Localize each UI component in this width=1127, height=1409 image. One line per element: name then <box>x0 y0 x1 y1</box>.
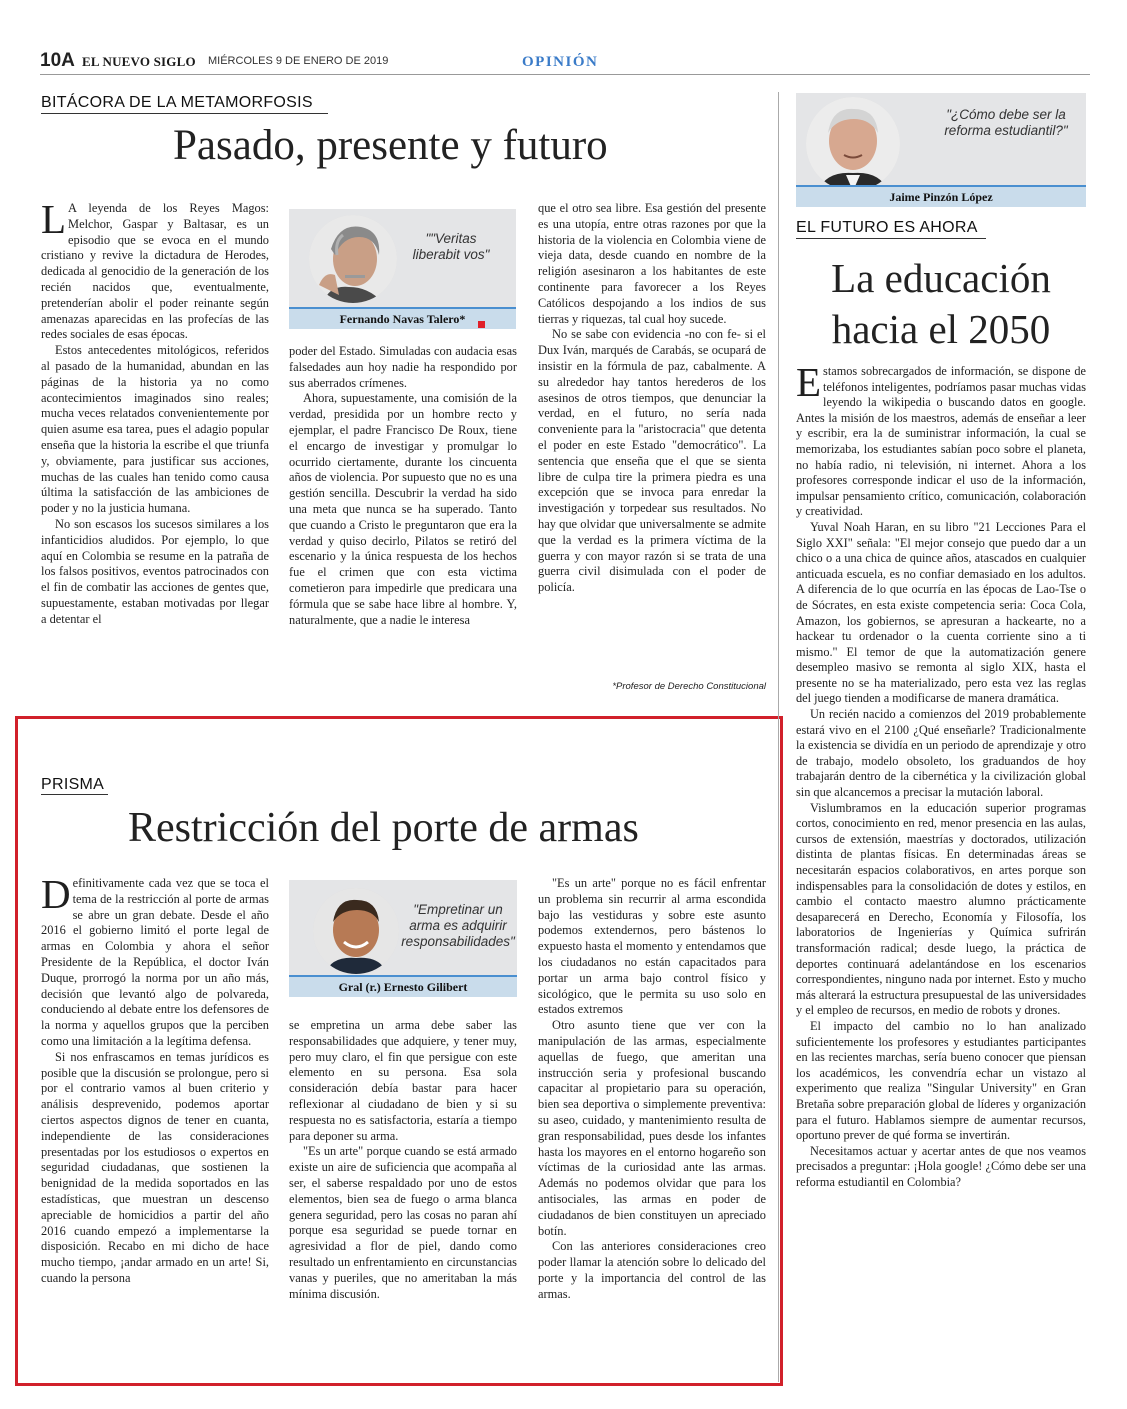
newspaper-name: EL NUEVO SIGLO <box>82 54 196 69</box>
article1-paragraph: Estos antecedentes mitológicos, referidos al pasado de la humanidad, abundan en las páginas de la historia ya no como acontecimientos imaginados sino reales; mucha veces relatados convenientemente por quien asume esa tarea, pues el adagio popular enseña que la historia la escribe el que triunfa y, obviamente, para justificar sus acciones, muchas de las cuales han tenido como causa última la satisfacción de las ambiciones de poder y no la justicia humana. <box>41 343 269 516</box>
article3-headline-line2: hacia el 2050 <box>831 306 1051 352</box>
author-portrait-pinzon <box>806 97 900 191</box>
article1-paragraph: que el otro sea libre. Esa gestión del presente es una utopía, entre otras razones por que la historia de la violencia en Colombia viene de vieja data, desde cuando en nombre de la religión asesinaron a los habitantes de este continente para favorecer a los Reyes Católicos despojando a los indios de sus tierras y riquezas, tal cual hoy sucede. <box>538 201 766 326</box>
article1-headline: Pasado, presente y futuro <box>173 122 608 169</box>
article3-dropcap: E <box>796 359 822 405</box>
article2-column-3 <box>538 876 766 1356</box>
red-marker <box>478 321 485 328</box>
article1-paragraph: poder del Estado. Simuladas con audacia esas falsedades aun hoy nadie ha respondido por sus aberrados crímenes. <box>289 344 517 390</box>
article1-column-2 <box>289 344 517 694</box>
article3-paragraph: Un recién nacido a comienzos del 2019 probablemente estará vivo en el 2100 ¿Qué enseñarle? Tradicionalmente la existencia se dividía en un periodo de aprendizaje y otro de trabajo, modelo obsoleto, los graduandos de hoy trabajarán dentro de la cibernética y la civilización global sin que alcancemos a precisar la mutación laboral. <box>796 707 1086 800</box>
article3-headline-line1: La educación <box>831 255 1051 301</box>
page-number: 10A <box>40 50 75 71</box>
issue-date: MIÉRCOLES 9 DE ENERO DE 2019 <box>208 55 389 67</box>
article1-footnote: *Profesor de Derecho Constitucional <box>612 681 766 692</box>
article2-dropcap: D <box>41 871 71 917</box>
article2-paragraph: Si nos enfrascamos en temas jurídicos es posible que la discusión se prolongue, pero si por el contrario vamos al buen criterio y análisis desprevenido, podemos aportar ciertos aspectos dignos de tener en cuanta, independiente de las consideraciones presentadas por los estudiosos o expertos en seguridad ciudadanas, que sostienen la benignidad de la medida soportados en las estadísticas, que muestran un descenso apreciable de homicidios a partir del año 2016 cuando empezó a implementarse la disposición. Recabo en mi dicho de hace mucho tiempo, ¡andar armado en un arte! Si, cuando la persona <box>41 1049 269 1285</box>
article1-paragraph: Ahora, supuestamente, una comisión de la verdad, presidida por un hombre recto y ejemplar, el padre Francisco De Roux, tiene el encargo de investigar y promulgar lo ocurrido ciertamente, durante los cincuenta años de violencia. Por supuesto que no es una gestión sencilla. Descubrir la verdad ha sido una meta que nunca se ha superado. Tanto que cuando a Cristo le preguntaron que era la verdad y quiso decirlo, Pilatos se retiró del escenario y la única respuesta de los hechos fue el crimen que con esta victima cometieron para impedirle que predicara una fórmula que se sabe hace libre al hombre. Y, naturalmente, que a nadie le interesa <box>289 391 517 627</box>
article1-pull-quote: ""Veritas liberabit vos" <box>412 231 490 262</box>
article2-kicker: PRISMA <box>41 776 105 793</box>
article1-paragraph: No se sabe con evidencia -no con fe- si el Dux Iván, marqués de Carabás, se ocupará de insistir en la fórmula de paz, cabalmente. A su alrededor hay tantos herederos de los asesinos de otros tiempos, que denunciar la verdad, en el futuro, no sería nada conveniente para la "aristocracia" que detenta el poder en este Estado "democrático". La sentencia que enseña que el que se sienta libre de culpa tire la primera piedra es una excepción que se invoca para enredar la investigación y torpedear sus resultados. No hay que olvidar que universalmente se admite que la verdad es la primera víctima de la guerra y con mayor razón si se trata de una guerra civil disimulada con el poder de policía. <box>538 327 766 595</box>
article2-paragraph: se empretina un arma debe saber las responsabilidades que adquiere, y tener muy, pero muy claro, el fin que persigue con este elemento en su persona. Esa sola consideración debía bastar para hacer reflexionar al ciudadano de bien y si su respuesta no es satisfactoria, estaría a tiempo para deponer su arma. <box>289 1018 517 1143</box>
article3-pull-quote: "¿Cómo debe ser la reforma estudiantil?" <box>944 107 1068 138</box>
article2-pull-quote: "Empretinar un arma es adquirir responsabilidades" <box>401 902 515 949</box>
column-divider <box>778 92 779 1382</box>
article3-paragraph: Necesitamos actuar y acertar antes de que nos veamos precisados a preguntar: ¡Hola google! ¿Cómo debe ser una reforma estudiantil en Colombia? <box>796 1143 1086 1189</box>
header-rule <box>40 74 1090 75</box>
article1-paragraph: No son escasos los sucesos similares a los infanticidios aludidos. Por ejemplo, lo que aquí en Colombia se resume en la patraña de los falsos positivos, eventos patrocinados con el fin de combatir las acciones de gentes que, supuestamente, estaban motivadas por llegar a detentar el <box>41 516 269 626</box>
article1-kicker-rule <box>41 113 328 114</box>
article2-paragraph: "Es un arte" porque cuando se está armado existe un aire de suficiencia que acompaña al ser, el saberse respaldado por uno de estos elementos, bien sea de fuego o arma blanca genera seguridad, pero las cosas no paran ahí porque esa seguridad se puede tornar en agresividad a flor de piel, dando como resultado un enfrentamiento en circunstancias vanas y pueriles, que no ameritaban la más mínima discusión. <box>289 1144 517 1301</box>
article1-author-name: Fernando Navas Talero* <box>339 312 466 326</box>
article3-paragraph: Yuval Noah Haran, en su libro "21 Lecciones Para el Siglo XXI" señala: "El mejor consejo que puedo dar a un chico o a una chica de quince años, atascados en cualquier anticuada escuela, es no confiar demasiado en los adultos. A diferencia de lo que ocurría en las épocas de Lao-Tse o de Sócrates, en esta existe competencia seria: Coca Cola, Amazon, los gobiernos, se apresuran a hackearte, no a hackear tu ordenador o la cuenta corriente sino a ti mismo." El temor de que la automatización genere desempleo masivo se remonta al siglo XIX, hasta el presente no se ha materializado, pero esta vez las reglas del juego tienden a modificarse de manera dramática. <box>796 519 1086 706</box>
page-header <box>40 50 1088 76</box>
article2-kicker-rule <box>41 794 108 795</box>
article3-author-name: Jaime Pinzón López <box>889 190 993 204</box>
article3-paragraph: El impacto del cambio no lo han analizado suficientemente los profesores y estudiantes participantes en las recientes marchas, sería bueno conocer que piensan los académicos, les convendría echar un vistazo al experimento que realiza "Singular University" en Gran Bretaña sobre preparación global de líderes y organización para el futuro. Hablamos siempre de aumentar recursos, oportuno prever de qué forma se invertirán. <box>796 1018 1086 1143</box>
article3-author-box <box>796 93 1086 207</box>
article2-paragraph: efinitivamente cada vez que se toca el tema de la restricción al porte de armas se abre un gran debate. Desde el año 2016 el gobierno limitó el porte legal de armas en Colombia y ahora el señor Presidente de la República, el doctor Iván Duque, prorrogó la norma por un año más, decisión que levantó algo de polvareda, conduciendo al debate entre los defensores de la norma y aquellos grupos que la perciben como una limitación a la legítima defensa. <box>41 876 269 1048</box>
article1-kicker: BITÁCORA DE LA METAMORFOSIS <box>41 94 313 111</box>
article2-author-bar <box>289 975 517 997</box>
article2-author-box <box>289 880 517 997</box>
author-portrait-gilibert <box>313 888 399 974</box>
article2-paragraph: Otro asunto tiene que ver con la manipulación de las armas, especialmente aquellas de fuego, que ameritan una instrucción seria y profesional buscando capacitar al propietario para su operación, bien sea deportiva o simplemente preventiva: su aseo, cuidado, y mantenimiento resulta de gran responsabilidad, pues desde los infantes hasta los mayores en el entorno hogareño son víctimas de la curiosidad ante las armas. Además no podemos olvidar que para los antisociales, las armas en poder de ciudadanos de bien constituyen un apreciado botín. <box>538 1018 766 1238</box>
article3-paragraph: stamos sobrecargados de información, se dispone de teléfonos inteligentes, podríamos pasar muchas vidas leyendo la wikipedia o buscando datos en google. Antes la misión de los maestros, además de enseñar a leer y escribir, era la de suministrar información, la cual se memorizaba, los estudiantes sabían poco sobre el planeta, no había radio, ni televisión, ni internet. Ahora a los profesores corresponde indicar el uso de la información, impulsar pensamiento crítico, comunicación, colaboración y creatividad. <box>796 364 1086 519</box>
article1-dropcap: L <box>41 196 67 242</box>
article2-headline: Restricción del porte de armas <box>128 805 639 851</box>
article2-author-name: Gral (r.) Ernesto Gilibert <box>338 980 468 994</box>
article1-column-3 <box>538 201 766 679</box>
article1-author-box <box>289 209 516 329</box>
article2-paragraph: Con las anteriores consideraciones creo poder llamar la atención sobre lo delicado del porte y la importancia del control de las armas. <box>538 1239 766 1301</box>
article2-column-2 <box>289 1018 517 1358</box>
article3-paragraph: Vislumbramos en la educación superior programas cortos, conocimiento en red, menor presencia en las aulas, cursos de extensión, maestrías y doctorados, utilización distinta de plantas físicas. En determinadas áreas se necesitarán espacios colaborativos, en artes porque son indispensables para la consolidación de dotes y estilos, en cambio el contacto maestro alumno prácticamente desaparecerá en Derecho, Economía y Filosofía, los laboratorios de Ingenierías y Química sufrirán transformación radical; desde luego, la práctica de deportes continuará adelantándose en los escenarios correspondientes, ninguno nada por internet. Esto y mucho más alterará la estructura presupuestal de las universidades y el empleo de recursos, en medio de robots y drones. <box>796 800 1086 1018</box>
article3-headline <box>796 253 1086 355</box>
article3-kicker: EL FUTURO ES AHORA <box>796 219 978 236</box>
article1-paragraph: A leyenda de los Reyes Magos: Melchor, Gaspar y Baltasar, es un episodio que se evoca en el mundo cristiano y revive la dictadura de Herodes, dedicada al genocidio de la generación de los recién nacidos que, eventualmente, pretenderían abolir el poder reinante según amenazas aparecidas en las profecías de las redes sociales de esas épocas. <box>41 201 269 342</box>
article2-paragraph: "Es un arte" porque no es fácil enfrentar un problema sin recurrir al arma escondida bajo las vestiduras y sobre este asunto podemos extendernos, pero bástenos lo expuesto hasta el momento y entendamos que los ciudadanos no están capacitados para portar un arma bajo control físico y sicológico, que le permita su uso solo en estados extremos <box>538 876 766 1017</box>
article3-kicker-rule <box>796 238 986 239</box>
section-title: OPINIÓN <box>522 54 599 70</box>
article3-author-bar <box>796 185 1086 207</box>
article3-body <box>796 359 1086 1384</box>
article1-column-1 <box>41 196 269 701</box>
article2-column-1 <box>41 871 269 1356</box>
author-portrait-navas <box>309 215 397 303</box>
